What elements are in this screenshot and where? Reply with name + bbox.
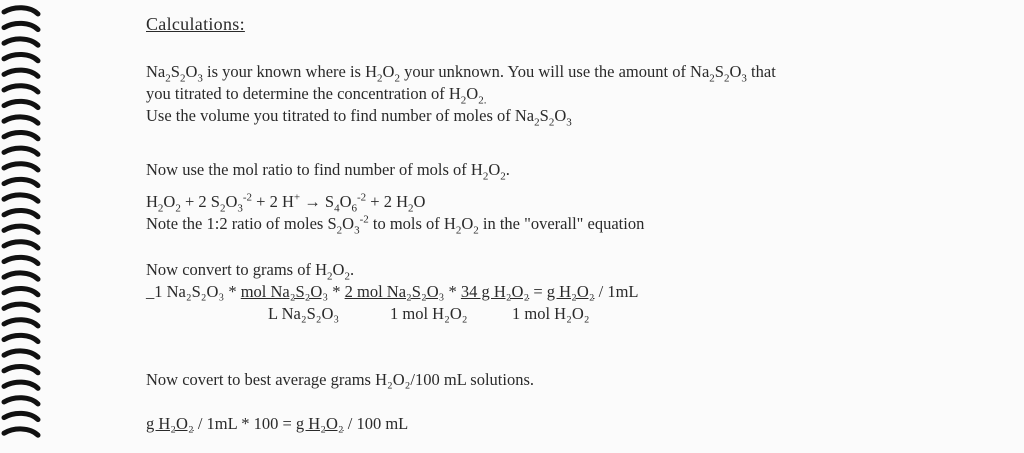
paragraph-1-line-2: you titrated to determine the concentration of $H_2O_{2.}$: [146, 84, 487, 107]
binding-ring: [4, 367, 38, 373]
binding-ring: [4, 257, 38, 263]
binding-ring: [4, 179, 38, 185]
grams-intro: Now convert to grams of $H_2O_2$.: [146, 260, 355, 283]
best-average-intro: Now covert to best average grams H₂O₂/100 mL solutions.: [146, 370, 535, 389]
final-formula: g H₂O₂ / 1mL * 100 = g H₂O₂ / 100 mL: [146, 414, 409, 433]
binding-ring: [4, 335, 38, 341]
binding-ring: [4, 304, 38, 310]
binding-ring: [4, 133, 38, 139]
spiral-binding: [0, 0, 46, 453]
binding-ring: [4, 39, 38, 45]
ratio-note: Note the 1:2 ratio of moles $S_2O_3^{-2}$ to mols of $H_2O_2$ in the "overall" equation: [146, 213, 645, 237]
binding-ring: [4, 289, 38, 295]
reaction-equation: $H_2O_2 + 2$ $S_2O_3^{-2} + 2$ $H^+ \to S_4O_6^{-2} + 2$ $H_2O$: [146, 191, 426, 215]
denominator-3: 1 mol H₂O₂: [512, 304, 590, 323]
binding-ring: [4, 320, 38, 326]
paragraph-1-line-1: $Na_2S_2O_3$ is your known where is $H_2O_2$ your unknown. You will use the amount of $Na_2S_2O_3$ that: [146, 62, 776, 85]
binding-ring: [4, 226, 38, 232]
binding-ring: [4, 211, 38, 217]
binding-ring: [4, 351, 38, 357]
binding-ring: [4, 413, 38, 419]
binding-ring: [4, 148, 38, 154]
binding-ring: [4, 164, 38, 170]
conversion-numerator: _1 Na₂S₂O₃ * mol Na₂S₂O₃ * 2 mol Na₂S₂O₃ * 34 g H₂O₂ = g H₂O₂ / 1mL: [146, 282, 639, 301]
mol-ratio-intro: Now use the mol ratio to find number of mols of $H_2O_2$.: [146, 160, 510, 183]
page-title: Calculations:: [146, 14, 245, 34]
denominator-1: L Na₂S₂O₃: [268, 304, 340, 323]
binding-ring: [4, 117, 38, 123]
binding-ring: [4, 86, 38, 92]
binding-ring: [4, 398, 38, 404]
binding-ring: [4, 55, 38, 61]
binding-ring: [4, 8, 38, 14]
binding-ring: [4, 429, 38, 435]
binding-ring: [4, 242, 38, 248]
paragraph-1-line-3: Use the volume you titrated to find number of moles of $Na_2S_2O_3$: [146, 106, 572, 129]
binding-ring: [4, 101, 38, 107]
binding-ring: [4, 70, 38, 76]
binding-ring: [4, 382, 38, 388]
denominator-2: 1 mol H₂O₂: [390, 304, 468, 323]
binding-ring: [4, 273, 38, 279]
binding-ring: [4, 195, 38, 201]
binding-ring: [4, 23, 38, 29]
